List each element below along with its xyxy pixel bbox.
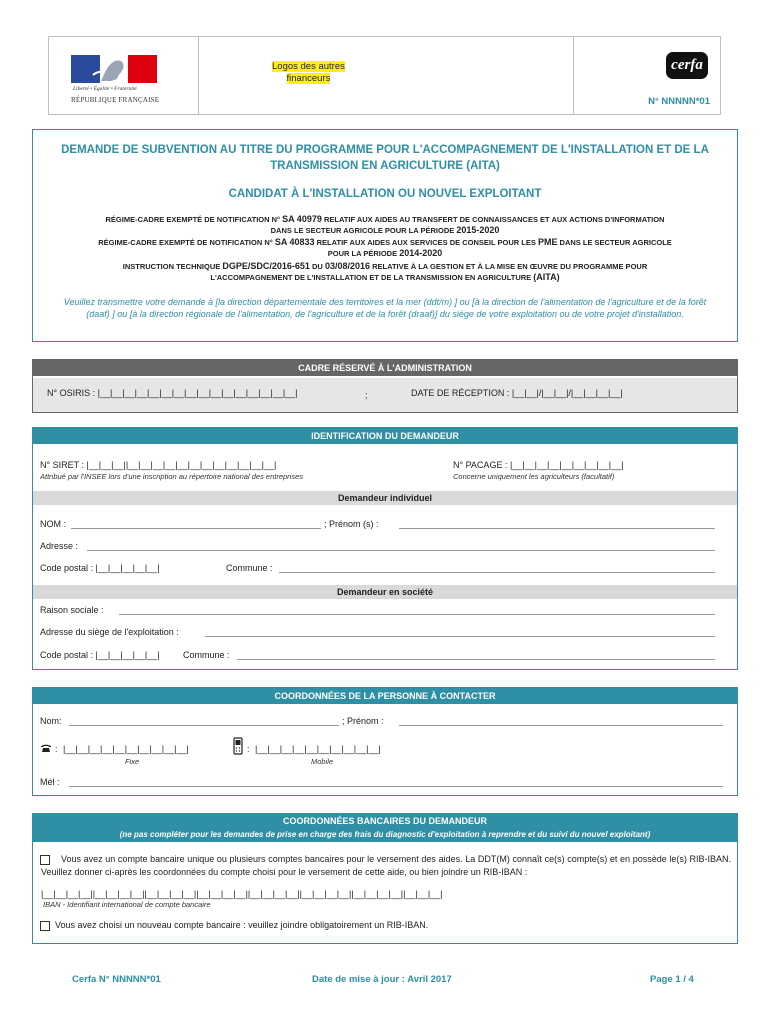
siege-label: Adresse du siège de l'exploitation : [40,627,179,637]
bank-section [32,813,738,944]
contact-prenom-input[interactable] [399,725,723,726]
instruction-technique: INSTRUCTION TECHNIQUE DGPE/SDC/2016-651 DU 03/08/2016 RELATIVE À LA GESTION ET À LA MISE EN ŒUVRE DU PROGRAMME POUR L'ACCOMPAGNEMENT DE L'INSTALLATION ET DE LA TRANSMISSION EN AGRICULTURE (AITA) [122,261,648,282]
title-box [32,129,738,342]
commune-2-input[interactable] [237,659,715,660]
prenom-label: ; Prénom (s) : [324,519,379,529]
adresse-label: Adresse : [40,541,79,551]
admin-row [33,378,737,412]
logos-line-2: financeurs [286,73,331,84]
marianne-logo-cell [49,37,199,114]
partner-logos-cell [199,37,574,114]
siret-note: Attribué par l'INSEE lors d'une inscription au répertoire national des entreprises [40,472,304,481]
contact-bar: COORDONNÉES DE LA PERSONNE À CONTACTER [33,688,737,704]
option-single-account: Vous avez un compte bancaire unique ou plusieurs comptes bancaires pour le versement des aides. La DDT(M) connaît ce(s) compte(s) et en possède le(s) RIB-IBAN. Veuillez donner ci-après les coordonnées du compte choisi pour le versement de cette aide, ou bien joindre un RIB-IBAN : [41,854,731,877]
nom-label: NOM : [40,519,66,529]
cerfa-cell [574,37,720,114]
admin-bar: CADRE RÉSERVÉ À L'ADMINISTRATION [33,360,737,376]
individual-bar: Demandeur individuel [33,491,737,505]
contact-section [32,687,738,796]
mobile-label: Mobile [311,757,334,766]
code-postal-2-field[interactable]: Code postal : |__|__|__|__|__| [40,650,160,660]
iban-field[interactable]: |__|__|__|__||__|__|__|__||__|__|__|__||__|__|__|__||__|__|__|__||__|__|__|__||__|__|__|__||__|__|__| [41,889,443,899]
mobile-phone-icon [233,737,243,755]
admin-separator: ; [365,390,368,400]
prenom-input[interactable] [399,528,715,529]
mel-label: Mél : [40,777,60,787]
nom-input[interactable] [71,528,321,529]
form-header [48,36,721,115]
marianne-logo-icon [71,55,157,83]
footer-date: Date de mise à jour : Avril 2017 [312,974,452,985]
reception-date-field[interactable]: DATE DE RÉCEPTION : |__|__|/|__|__|/|__|__|__|__| [411,388,623,398]
osiris-field[interactable]: N° OSIRIS : |__|__|__|__|__|__|__|__|__|__|__|__|__|__|__|__| [47,388,298,398]
cerfa-number: N° NNNNN*01 [648,96,710,107]
bank-bar-subtitle: (ne pas compléter pour les demandes de prise en charge des frais du diagnostic d'exploitation à reprendre et du suivi du nouvel exploitant) [119,830,651,839]
commune-2-label: Commune : [183,650,230,660]
raison-sociale-input[interactable] [119,614,715,615]
adresse-input[interactable] [87,550,715,551]
rf-name: RÉPUBLIQUE FRANÇAISE [71,96,160,104]
mel-input[interactable] [69,786,723,787]
cerfa-logo-icon: cerfa [666,52,708,79]
code-postal-field[interactable]: Code postal : |__|__|__|__|__| [40,563,160,573]
main-title: DEMANDE DE SUBVENTION AU TITRE DU PROGRAMME POUR L'ACCOMPAGNEMENT DE L'INSTALLATION ET DE LA TRANSMISSION EN AGRICULTURE (AITA) [61,144,709,172]
iban-note: IBAN - Identifiant international de compte bancaire [43,900,211,909]
rf-motto: Liberté • Égalité • Fraternité [73,86,137,92]
pacage-field[interactable]: N° PACAGE : |__|__|__|__|__|__|__|__|__| [453,460,624,470]
contact-prenom-label: ; Prénom : [342,716,384,726]
regime-2: RÉGIME-CADRE EXEMPTÉ DE NOTIFICATION N° SA 40833 RELATIF AUX AIDES AUX SERVICES DE CONSEIL POUR LES PME DANS LE SECTEUR AGRICOLE POUR LA PÉRIODE 2014-2020 [98,237,672,258]
company-bar: Demandeur en société [33,585,737,599]
siret-field[interactable]: N° SIRET : |__|__|__||__|__|__|__|__|__|__|__|__|__|__|__| [40,460,277,470]
transmission-instructions: Veuillez transmettre votre demande à [la direction départementale des territoires et la mer (ddt/m) ] ou [à la direction de l'alimentation de l'agriculture et de la forêt (daaf) ] ou [à la direction régionale de l'alimentation, de l'agriculture et de la forêt (draaf)] du siège de votre exploitation ou de votre projet d'installation. [63,297,707,319]
footer-page: Page 1 / 4 [650,974,694,985]
regime-1: RÉGIME-CADRE EXEMPTÉ DE NOTIFICATION N° SA 40979 RELATIF AUX AIDES AU TRANSFERT DE CONNAISSANCES ET AUX ACTIONS D'INFORMATION DANS LE SECTEUR AGRICOLE POUR LA PÉRIODE 2015-2020 [105,214,665,235]
logos-line-1: Logos des autres [272,61,345,72]
admin-section [32,359,738,413]
bank-bar-title: COORDONNÉES BANCAIRES DU DEMANDEUR [282,816,487,826]
bank-bar [33,814,737,842]
candidat-title: CANDIDAT À L'INSTALLATION OU NOUVEL EXPLOITANT [228,188,542,200]
commune-label: Commune : [226,563,273,573]
partner-logos-placeholder [272,61,345,85]
raison-sociale-label: Raison sociale : [40,605,104,615]
checkbox-icon[interactable] [40,921,50,931]
commune-input[interactable] [279,572,715,573]
mobile-phone-field[interactable]: |__|__|__|__|__|__|__|__|__|__| [255,744,381,754]
contact-nom-input[interactable] [69,725,339,726]
phone-icon [40,743,52,753]
siege-input[interactable] [205,636,715,637]
identification-section [32,427,738,670]
option-new-account: Vous avez choisi un nouveau compte bancaire : veuillez joindre obligatoirement un RIB-IBAN. [55,920,429,930]
mobile-colon: : [247,744,250,754]
fixe-label: Fixe [125,757,140,766]
contact-nom-label: Nom: [40,716,62,726]
fixe-phone-field[interactable]: |__|__|__|__|__|__|__|__|__|__| [63,744,189,754]
phone-colon: : [55,744,58,754]
footer-cerfa: Cerfa N° NNNNN*01 [72,974,161,985]
identification-bar: IDENTIFICATION DU DEMANDEUR [33,428,737,444]
pacage-note: Concerne uniquement les agriculteurs (facultatif) [453,472,615,481]
